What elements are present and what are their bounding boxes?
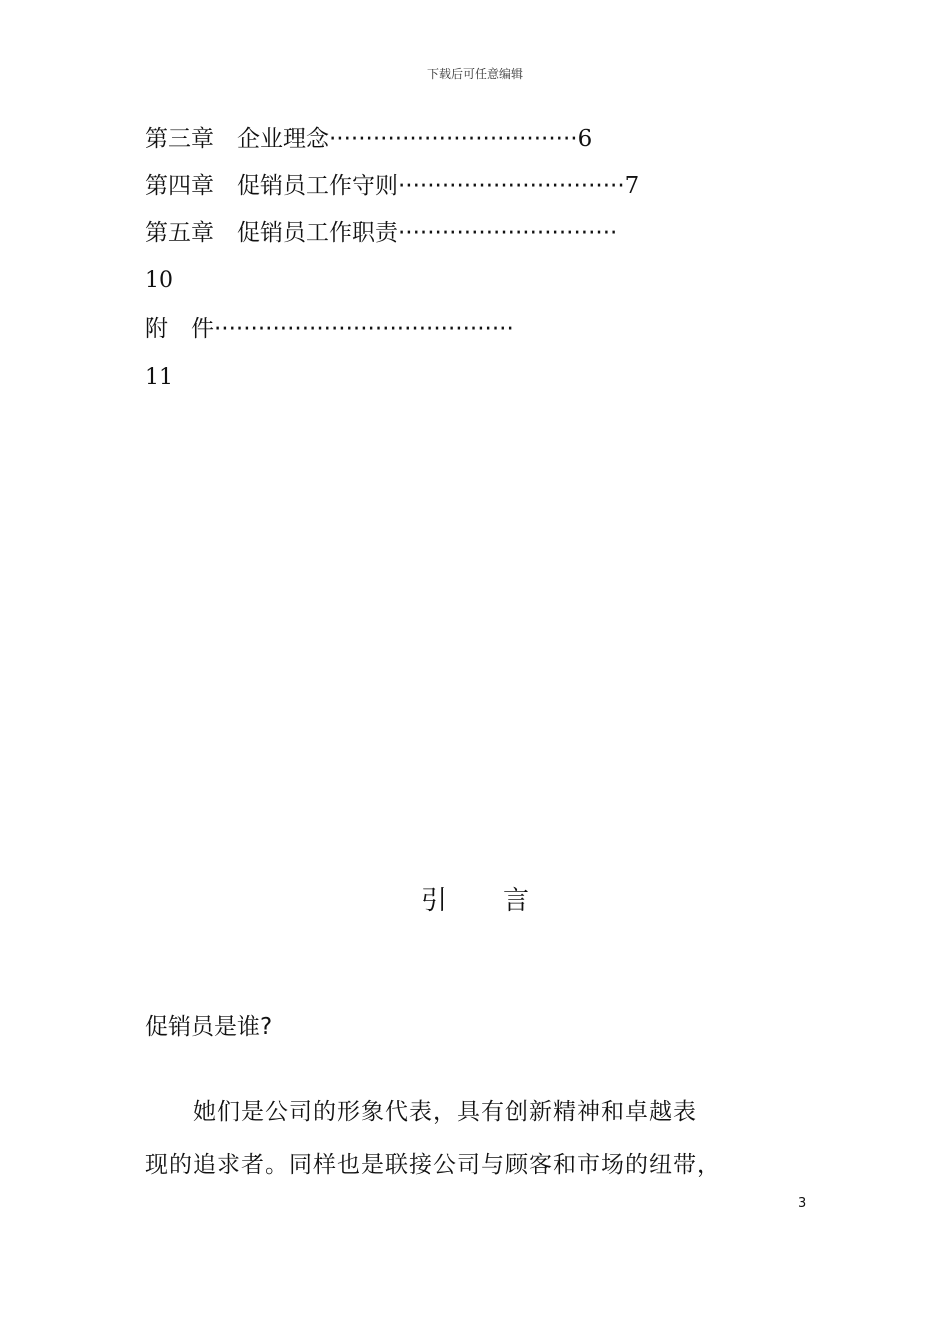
body-paragraph-line-2: 现的追求者。同样也是联接公司与顾客和市场的纽带， xyxy=(145,1152,721,1178)
toc-entry-page: 6 xyxy=(577,126,593,152)
header-note: 下载后可任意编辑 xyxy=(426,67,523,81)
toc-entry-label: 第五章 促销员工作职责 xyxy=(145,220,398,246)
section-title: 引言 xyxy=(420,886,585,916)
body-question: 促销员是谁? xyxy=(145,1014,273,1040)
toc-leader-dots: ······························ xyxy=(398,220,618,246)
toc-entry-label: 第三章 企业理念 xyxy=(145,126,329,152)
toc-entry-label: 第四章 促销员工作守则 xyxy=(145,173,398,199)
toc-leader-dots: ······························· xyxy=(398,173,625,199)
toc-entry-label: 附 件 xyxy=(145,316,214,342)
toc-entry-page-wrapped: 11 xyxy=(145,365,173,390)
toc-entry-chapter-4[interactable] xyxy=(145,171,639,201)
toc-entry-chapter-3[interactable] xyxy=(145,124,592,154)
toc-entry-page: 7 xyxy=(624,173,640,199)
toc-entry-appendix[interactable] xyxy=(145,314,514,344)
page-number: 3 xyxy=(798,1196,807,1211)
toc-leader-dots: ········································· xyxy=(214,316,514,342)
toc-leader-dots: ·································· xyxy=(329,126,578,152)
body-paragraph-line-1: 她们是公司的形象代表，具有创新精神和卓越表 xyxy=(145,1099,697,1125)
toc-entry-page-wrapped: 10 xyxy=(145,268,173,293)
toc-entry-chapter-5[interactable] xyxy=(145,218,617,248)
